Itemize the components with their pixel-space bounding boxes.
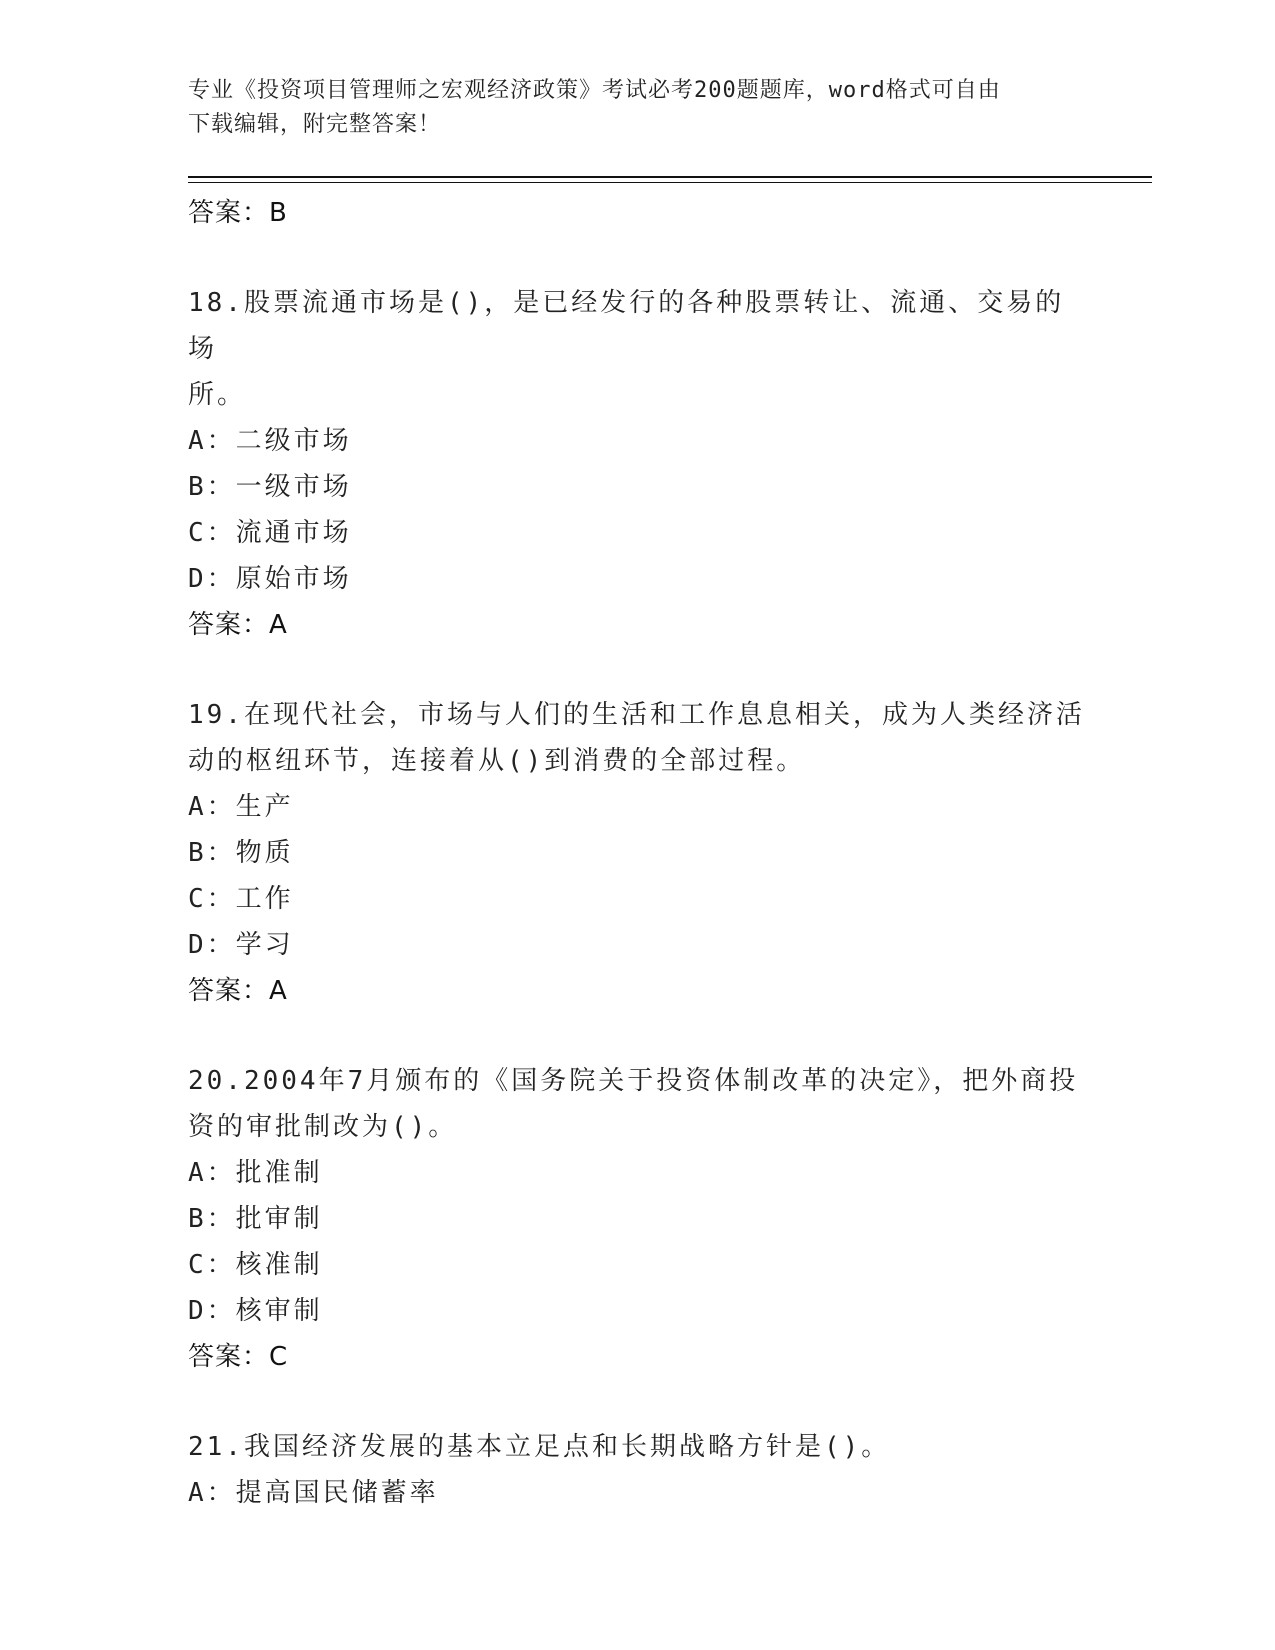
question-20-line-2: 资的审批制改为()。 <box>188 1112 458 1142</box>
question-18 <box>188 280 1088 648</box>
header-rule-thin <box>188 182 1152 183</box>
option-18-a: A：二级市场 <box>188 426 352 456</box>
option-20-a: A：批准制 <box>188 1158 323 1188</box>
option-19-b: B：物质 <box>188 838 294 868</box>
question-19 <box>188 692 1088 1014</box>
option-19-a: A：生产 <box>188 792 294 822</box>
option-20-d: D：核审制 <box>188 1296 323 1326</box>
question-19-line-2: 动的枢纽环节，连接着从()到消费的全部过程。 <box>188 746 806 776</box>
option-20-c: C：核准制 <box>188 1250 323 1280</box>
question-19-line-1: 19.在现代社会，市场与人们的生活和工作息息相关，成为人类经济活 <box>188 700 1085 730</box>
answer-19: 答案：A <box>188 976 288 1006</box>
question-21-line-1: 21.我国经济发展的基本立足点和长期战略方针是()。 <box>188 1432 891 1462</box>
option-18-b: B：一级市场 <box>188 472 352 502</box>
option-18-d: D：原始市场 <box>188 564 352 594</box>
document-header <box>188 74 1088 142</box>
option-19-c: C：工作 <box>188 884 294 914</box>
question-list <box>188 190 1088 1516</box>
question-18-line-1: 18.股票流通市场是()，是已经发行的各种股票转让、流通、交易的场 <box>188 288 1065 364</box>
spacer <box>188 648 1088 692</box>
option-20-b: B：批审制 <box>188 1204 323 1234</box>
spacer <box>188 1014 1088 1058</box>
answer-previous: 答案：B <box>188 198 288 228</box>
option-21-a: A：提高国民储蓄率 <box>188 1478 439 1508</box>
spacer <box>188 236 1088 280</box>
option-19-d: D：学习 <box>188 930 294 960</box>
option-18-c: C：流通市场 <box>188 518 352 548</box>
question-18-line-2: 所。 <box>188 380 247 410</box>
answer-18: 答案：A <box>188 610 288 640</box>
question-20 <box>188 1058 1088 1380</box>
header-line-1: 专业《投资项目管理师之宏观经济政策》考试必考200题题库，word格式可自由 <box>188 78 1001 103</box>
header-line-2: 下载编辑，附完整答案！ <box>188 112 442 137</box>
question-21 <box>188 1424 1088 1516</box>
question-20-line-1: 20.2004年7月颁布的《国务院关于投资体制改革的决定》，把外商投 <box>188 1066 1079 1096</box>
header-rule-thick <box>188 176 1152 178</box>
spacer <box>188 1380 1088 1424</box>
answer-20: 答案：C <box>188 1342 289 1372</box>
